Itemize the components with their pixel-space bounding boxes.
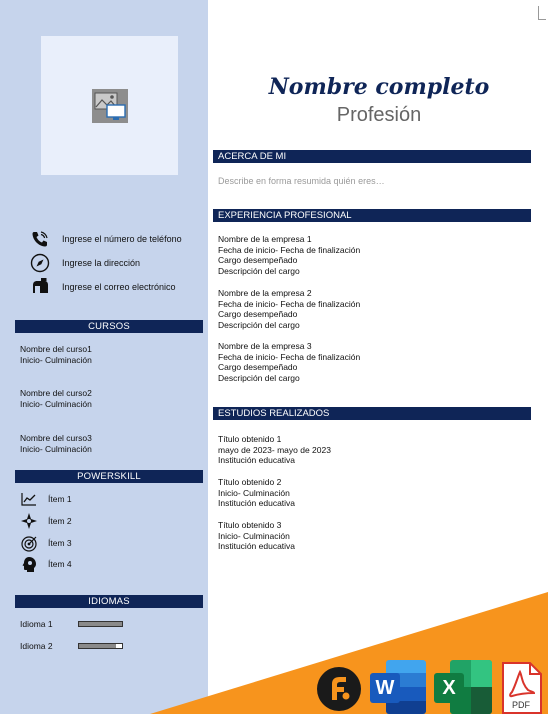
- language-item: Idioma 1: [20, 618, 123, 630]
- course-item: Nombre del curso2 Inicio- Culminación: [20, 388, 92, 409]
- language-item: Idioma 2: [20, 640, 123, 652]
- powerskill-heading: POWERSKILL: [15, 470, 203, 483]
- excel-icon[interactable]: X: [434, 660, 494, 714]
- skill-item: Ítem 3: [20, 534, 72, 552]
- skill-item: Ítem 4: [20, 555, 72, 573]
- languages-heading: IDIOMAS: [15, 595, 203, 608]
- education-item: Título obtenido 3 Inicio- Culminación Institución educativa: [218, 520, 296, 551]
- about-placeholder[interactable]: Describe en forma resumida quién eres…: [218, 176, 385, 186]
- education-item: Título obtenido 1 mayo de 2023- mayo de 2023 Institución educativa: [218, 434, 331, 465]
- skill-item: Ítem 2: [20, 512, 72, 530]
- course-item: Nombre del curso3 Inicio- Culminación: [20, 433, 92, 454]
- profession: Profesión: [336, 104, 422, 126]
- skill-item: Ítem 1: [20, 490, 72, 508]
- experience-item: Nombre de la empresa 1 Fecha de inicio- Fecha de finalización Cargo desempeñado Descripción del cargo: [218, 234, 361, 276]
- word-icon[interactable]: W: [370, 660, 428, 714]
- course-item: Nombre del curso1 Inicio- Culminación: [20, 344, 92, 365]
- experience-item: Nombre de la empresa 2 Fecha de inicio- Fecha de finalización Cargo desempeñado Descripción del cargo: [218, 288, 361, 330]
- email-text: Ingrese el correo electrónico: [62, 282, 176, 292]
- address-text: Ingrese la dirección: [62, 258, 141, 268]
- pdf-icon[interactable]: PDF: [500, 662, 542, 714]
- full-name: Nombre completo: [268, 74, 490, 100]
- app-icons: [316, 660, 548, 714]
- about-heading: ACERCA DE MI: [213, 150, 531, 163]
- brand-logo-icon[interactable]: [316, 666, 362, 712]
- phone-text: Ingrese el número de teléfono: [62, 234, 182, 244]
- education-item: Título obtenido 2 Inicio- Culminación Institución educativa: [218, 477, 296, 508]
- courses-heading: CURSOS: [15, 320, 203, 333]
- experience-heading: EXPERIENCIA PROFESIONAL: [213, 209, 531, 222]
- experience-item: Nombre de la empresa 3 Fecha de inicio- Fecha de finalización Cargo desempeñado Descripción del cargo: [218, 341, 361, 383]
- education-heading: ESTUDIOS REALIZADOS: [213, 407, 531, 420]
